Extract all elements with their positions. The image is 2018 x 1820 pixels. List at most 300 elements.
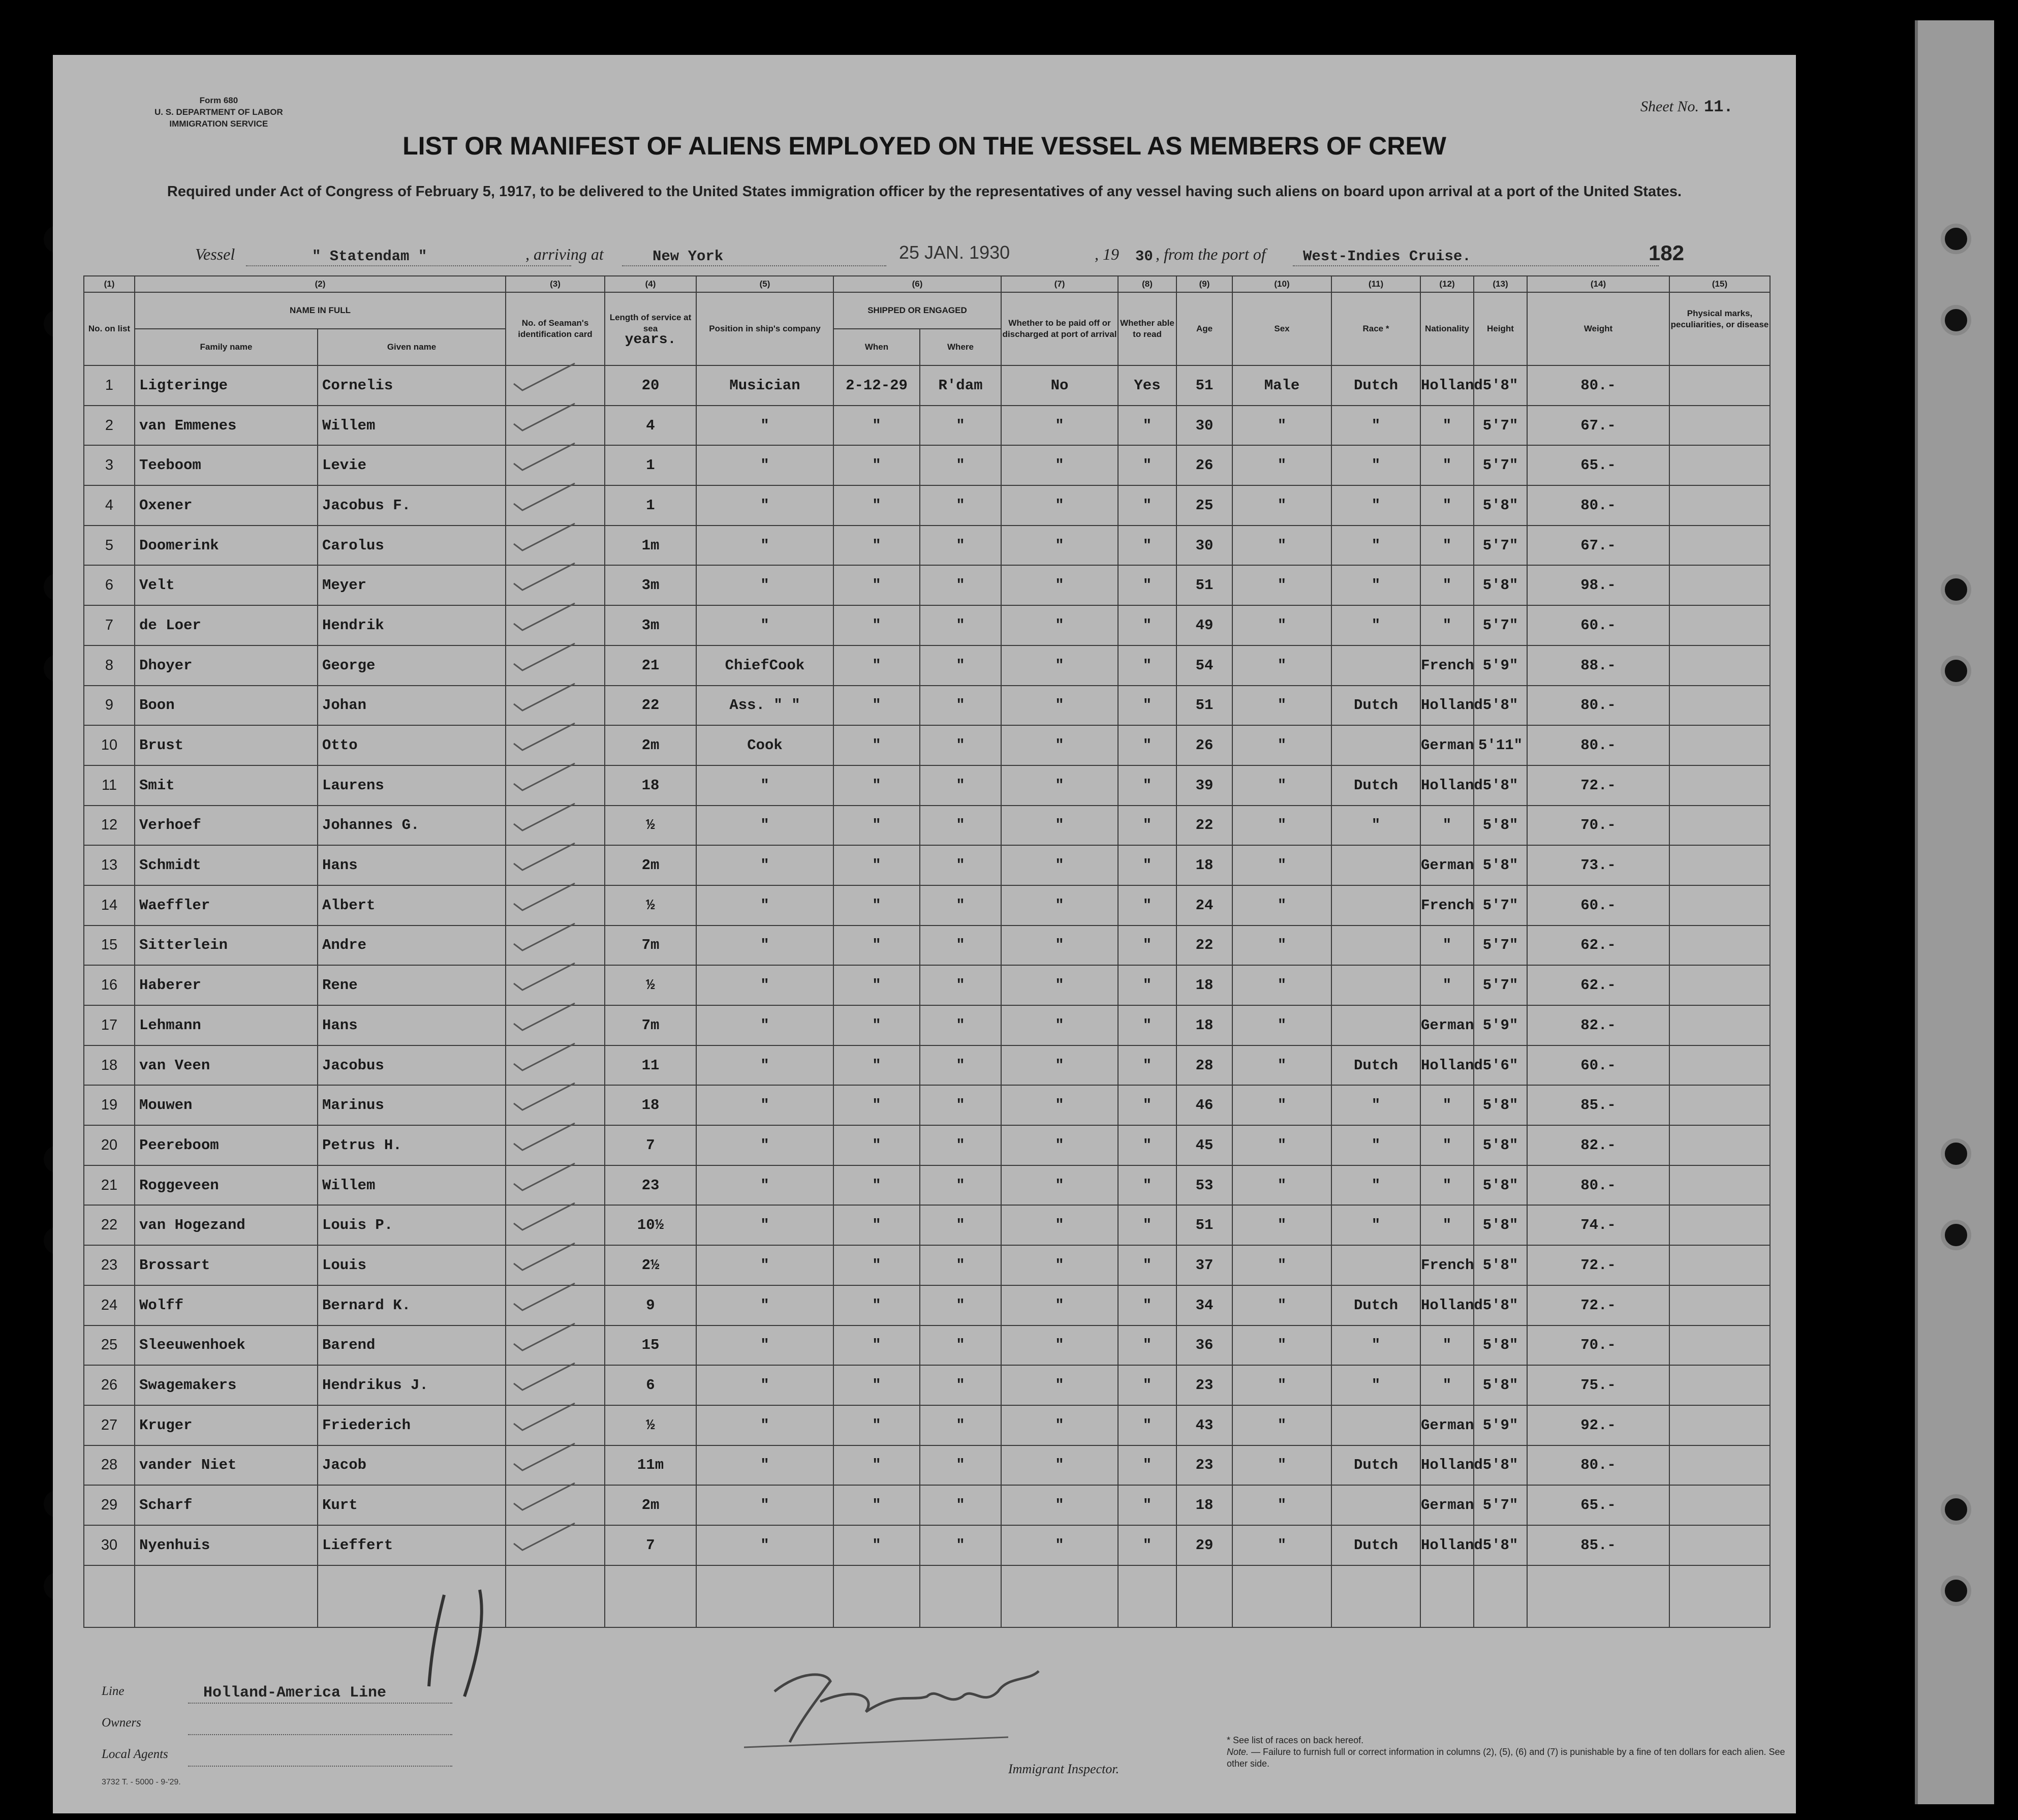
nationality: " bbox=[1420, 485, 1474, 526]
vessel-label: Vessel bbox=[195, 245, 235, 263]
position: " bbox=[696, 1245, 833, 1285]
blank-cell bbox=[506, 1565, 605, 1627]
shipped-where: " bbox=[920, 1485, 1001, 1525]
check-mark-icon bbox=[511, 441, 577, 471]
race bbox=[1331, 965, 1420, 1005]
table-row bbox=[84, 1525, 1770, 1565]
family-name: van Emmenes bbox=[135, 406, 318, 446]
header-position: Position in ship's company bbox=[696, 292, 833, 365]
sex: " bbox=[1232, 645, 1331, 686]
race: Dutch bbox=[1331, 686, 1420, 726]
physical-marks bbox=[1669, 406, 1770, 446]
check-mark-icon bbox=[511, 881, 577, 911]
page-number: 182 bbox=[1649, 241, 1685, 265]
seaman-id-card bbox=[506, 565, 605, 605]
nationality: " bbox=[1420, 406, 1474, 446]
family-name: Oxener bbox=[135, 485, 318, 526]
binder-hole bbox=[1941, 574, 1971, 605]
physical-marks bbox=[1669, 926, 1770, 966]
blank-cell bbox=[1001, 1565, 1118, 1627]
paid-off: " bbox=[1001, 1045, 1118, 1086]
row-number: 15 bbox=[84, 926, 135, 966]
shipped-when: " bbox=[833, 926, 920, 966]
weight: 67.- bbox=[1527, 526, 1669, 566]
table-row bbox=[84, 1005, 1770, 1045]
check-mark-icon bbox=[511, 1361, 577, 1391]
nationality: " bbox=[1420, 565, 1474, 605]
paid-off: " bbox=[1001, 845, 1118, 885]
given-name: Meyer bbox=[318, 565, 506, 605]
shipped-where: " bbox=[920, 926, 1001, 966]
shipped-when: 2-12-29 bbox=[833, 365, 920, 406]
table-row bbox=[84, 1405, 1770, 1445]
paid-off: " bbox=[1001, 1165, 1118, 1206]
sex: " bbox=[1232, 1285, 1331, 1325]
physical-marks bbox=[1669, 1125, 1770, 1165]
shipped-where: " bbox=[920, 485, 1001, 526]
shipped-when: " bbox=[833, 1325, 920, 1366]
physical-marks bbox=[1669, 1525, 1770, 1565]
race bbox=[1331, 1485, 1420, 1525]
agents-underline bbox=[188, 1766, 452, 1767]
check-mark-icon bbox=[511, 601, 577, 631]
blank-cell bbox=[135, 1565, 318, 1627]
nationality: German bbox=[1420, 845, 1474, 885]
age: 23 bbox=[1176, 1365, 1232, 1405]
position: " bbox=[696, 885, 833, 926]
nationality: German bbox=[1420, 1485, 1474, 1525]
col-num: (10) bbox=[1232, 276, 1331, 292]
position: " bbox=[696, 1005, 833, 1045]
position: " bbox=[696, 765, 833, 806]
table-row bbox=[84, 526, 1770, 566]
weight: 70.- bbox=[1527, 806, 1669, 846]
shipped-when: " bbox=[833, 1245, 920, 1285]
row-number: 19 bbox=[84, 1085, 135, 1125]
table-row bbox=[84, 1285, 1770, 1325]
table-row bbox=[84, 1165, 1770, 1206]
length-unit: years. bbox=[625, 332, 676, 348]
position: " bbox=[696, 926, 833, 966]
height: 5'8" bbox=[1474, 1165, 1527, 1206]
paid-off: " bbox=[1001, 725, 1118, 765]
shipped-when: " bbox=[833, 965, 920, 1005]
shipped-where: " bbox=[920, 845, 1001, 885]
age: 18 bbox=[1176, 1005, 1232, 1045]
age: 45 bbox=[1176, 1125, 1232, 1165]
length-of-service: 18 bbox=[605, 1085, 696, 1125]
sex: " bbox=[1232, 1485, 1331, 1525]
weight: 60.- bbox=[1527, 1045, 1669, 1086]
shipped-when: " bbox=[833, 1045, 920, 1086]
able-to-read: Yes bbox=[1118, 365, 1176, 406]
blank-cell bbox=[1118, 1565, 1176, 1627]
paid-off: " bbox=[1001, 1005, 1118, 1045]
owners-underline bbox=[188, 1734, 452, 1735]
able-to-read: " bbox=[1118, 526, 1176, 566]
physical-marks bbox=[1669, 565, 1770, 605]
row-number: 26 bbox=[84, 1365, 135, 1405]
age: 28 bbox=[1176, 1045, 1232, 1086]
shipped-when: " bbox=[833, 645, 920, 686]
header-paid-off: Whether to be paid off or discharged at port of arrival bbox=[1001, 292, 1118, 365]
shipped-where: " bbox=[920, 1125, 1001, 1165]
name-header-row bbox=[84, 292, 1770, 329]
shipped-where: " bbox=[920, 565, 1001, 605]
shipped-when: " bbox=[833, 406, 920, 446]
age: 22 bbox=[1176, 806, 1232, 846]
blank-cell bbox=[605, 1565, 696, 1627]
check-mark-icon bbox=[511, 641, 577, 671]
shipped-when: " bbox=[833, 1285, 920, 1325]
row-number: 28 bbox=[84, 1445, 135, 1486]
check-mark-icon bbox=[511, 921, 577, 951]
position: " bbox=[696, 845, 833, 885]
header-physical-marks: Physical marks, peculiarities, or disease bbox=[1669, 292, 1770, 365]
table-row bbox=[84, 1085, 1770, 1125]
sex: " bbox=[1232, 965, 1331, 1005]
physical-marks bbox=[1669, 965, 1770, 1005]
check-mark-icon bbox=[511, 1001, 577, 1031]
paid-off: " bbox=[1001, 885, 1118, 926]
weight: 80.- bbox=[1527, 725, 1669, 765]
race: " bbox=[1331, 1365, 1420, 1405]
given-name: Cornelis bbox=[318, 365, 506, 406]
row-number: 30 bbox=[84, 1525, 135, 1565]
age: 18 bbox=[1176, 845, 1232, 885]
shipped-where: " bbox=[920, 605, 1001, 645]
nationality: Holland bbox=[1420, 1045, 1474, 1086]
race: Dutch bbox=[1331, 365, 1420, 406]
able-to-read: " bbox=[1118, 605, 1176, 645]
arriving-label: , arriving at bbox=[525, 245, 604, 263]
table-row bbox=[84, 365, 1770, 406]
shipped-where: " bbox=[920, 1165, 1001, 1206]
manifest-sheet bbox=[53, 55, 1796, 1813]
physical-marks bbox=[1669, 445, 1770, 485]
table-row bbox=[84, 406, 1770, 446]
able-to-read: " bbox=[1118, 1445, 1176, 1486]
check-mark-icon bbox=[511, 681, 577, 712]
seaman-id-card bbox=[506, 526, 605, 566]
physical-marks bbox=[1669, 1485, 1770, 1525]
table-row bbox=[84, 645, 1770, 686]
height: 5'8" bbox=[1474, 845, 1527, 885]
header-name-in-full: NAME IN FULL bbox=[135, 292, 506, 329]
length-of-service: 3m bbox=[605, 565, 696, 605]
length-of-service: 2m bbox=[605, 725, 696, 765]
height: 5'8" bbox=[1474, 686, 1527, 726]
seaman-id-card bbox=[506, 926, 605, 966]
family-name: Ligteringe bbox=[135, 365, 318, 406]
able-to-read: " bbox=[1118, 565, 1176, 605]
agents-field bbox=[102, 1747, 610, 1779]
seaman-id-card bbox=[506, 725, 605, 765]
length-of-service: ½ bbox=[605, 965, 696, 1005]
height: 5'7" bbox=[1474, 885, 1527, 926]
binder-hole bbox=[1941, 1494, 1971, 1525]
seaman-id-card bbox=[506, 1005, 605, 1045]
height: 5'8" bbox=[1474, 1125, 1527, 1165]
binder-strip bbox=[1915, 20, 1994, 1804]
length-of-service: 1 bbox=[605, 445, 696, 485]
check-mark-icon bbox=[511, 481, 577, 511]
weight: 67.- bbox=[1527, 406, 1669, 446]
col-num: (3) bbox=[506, 276, 605, 292]
position: " bbox=[696, 565, 833, 605]
penalty-note bbox=[1227, 1746, 1786, 1770]
physical-marks bbox=[1669, 806, 1770, 846]
seaman-id-card bbox=[506, 1485, 605, 1525]
given-name: Albert bbox=[318, 885, 506, 926]
header-sex: Sex bbox=[1232, 292, 1331, 365]
given-name: Hendrikus J. bbox=[318, 1365, 506, 1405]
able-to-read: " bbox=[1118, 1285, 1176, 1325]
sex: " bbox=[1232, 1165, 1331, 1206]
binder-hole bbox=[1941, 656, 1971, 686]
age: 51 bbox=[1176, 365, 1232, 406]
nationality: " bbox=[1420, 605, 1474, 645]
col-num: (1) bbox=[84, 276, 135, 292]
family-name: Waeffler bbox=[135, 885, 318, 926]
able-to-read: " bbox=[1118, 1485, 1176, 1525]
nationality: Holland bbox=[1420, 365, 1474, 406]
paid-off: " bbox=[1001, 1525, 1118, 1565]
sex: " bbox=[1232, 1005, 1331, 1045]
weight: 74.- bbox=[1527, 1205, 1669, 1245]
shipped-when: " bbox=[833, 1165, 920, 1206]
length-of-service: 4 bbox=[605, 406, 696, 446]
position: " bbox=[696, 605, 833, 645]
given-name: Jacob bbox=[318, 1445, 506, 1486]
nationality: Holland bbox=[1420, 686, 1474, 726]
sex: " bbox=[1232, 526, 1331, 566]
shipped-when: " bbox=[833, 605, 920, 645]
blank-cell bbox=[84, 1565, 135, 1627]
sheet-number-value: 11. bbox=[1703, 98, 1733, 116]
vessel-name: " Statendam " bbox=[312, 248, 427, 265]
height: 5'9" bbox=[1474, 1405, 1527, 1445]
check-mark-icon bbox=[511, 1200, 577, 1231]
physical-marks bbox=[1669, 645, 1770, 686]
nationality: " bbox=[1420, 445, 1474, 485]
binder-hole bbox=[1941, 224, 1971, 254]
header-nationality: Nationality bbox=[1420, 292, 1474, 365]
height: 5'8" bbox=[1474, 1285, 1527, 1325]
check-mark-icon bbox=[511, 1081, 577, 1111]
position: " bbox=[696, 1445, 833, 1486]
race: Dutch bbox=[1331, 765, 1420, 806]
header-able-to-read: Whether able to read bbox=[1118, 292, 1176, 365]
shipped-when: " bbox=[833, 1405, 920, 1445]
arriving-underline bbox=[622, 265, 886, 266]
paid-off: " bbox=[1001, 445, 1118, 485]
length-of-service: ½ bbox=[605, 1405, 696, 1445]
shipped-when: " bbox=[833, 1485, 920, 1525]
seaman-id-card bbox=[506, 365, 605, 406]
shipped-when: " bbox=[833, 1205, 920, 1245]
able-to-read: " bbox=[1118, 1165, 1176, 1206]
race: " bbox=[1331, 1325, 1420, 1366]
height: 5'7" bbox=[1474, 406, 1527, 446]
length-of-service: 7m bbox=[605, 1005, 696, 1045]
position: " bbox=[696, 406, 833, 446]
given-name: Louis P. bbox=[318, 1205, 506, 1245]
shipped-where: " bbox=[920, 1325, 1001, 1366]
able-to-read: " bbox=[1118, 1525, 1176, 1565]
given-name: Laurens bbox=[318, 765, 506, 806]
shipped-where: " bbox=[920, 1525, 1001, 1565]
age: 30 bbox=[1176, 526, 1232, 566]
race bbox=[1331, 1405, 1420, 1445]
able-to-read: " bbox=[1118, 485, 1176, 526]
height: 5'8" bbox=[1474, 1205, 1527, 1245]
weight: 62.- bbox=[1527, 926, 1669, 966]
seaman-id-card bbox=[506, 1525, 605, 1565]
paid-off: " bbox=[1001, 686, 1118, 726]
height: 5'8" bbox=[1474, 1365, 1527, 1405]
sex: " bbox=[1232, 926, 1331, 966]
length-of-service: 7 bbox=[605, 1125, 696, 1165]
physical-marks bbox=[1669, 1085, 1770, 1125]
seaman-id-card bbox=[506, 765, 605, 806]
weight: 80.- bbox=[1527, 365, 1669, 406]
blank-cell bbox=[833, 1565, 920, 1627]
nationality: " bbox=[1420, 526, 1474, 566]
family-name: Doomerink bbox=[135, 526, 318, 566]
col-num: (6) bbox=[833, 276, 1001, 292]
paid-off: " bbox=[1001, 485, 1118, 526]
given-name: Levie bbox=[318, 445, 506, 485]
given-name: Otto bbox=[318, 725, 506, 765]
row-number: 3 bbox=[84, 445, 135, 485]
inspector-signature bbox=[744, 1641, 1069, 1752]
shipped-where: " bbox=[920, 1445, 1001, 1486]
shipped-when: " bbox=[833, 1005, 920, 1045]
seaman-id-card bbox=[506, 1165, 605, 1206]
weight: 60.- bbox=[1527, 885, 1669, 926]
vessel-underline bbox=[246, 265, 571, 266]
check-mark-icon bbox=[511, 721, 577, 751]
check-mark-icon bbox=[511, 1161, 577, 1191]
check-mark-icon bbox=[511, 841, 577, 871]
row-number: 9 bbox=[84, 686, 135, 726]
able-to-read: " bbox=[1118, 1365, 1176, 1405]
weight: 85.- bbox=[1527, 1085, 1669, 1125]
nationality: " bbox=[1420, 1365, 1474, 1405]
length-of-service: 23 bbox=[605, 1165, 696, 1206]
shipped-where: " bbox=[920, 1045, 1001, 1086]
position: Ass. " " bbox=[696, 686, 833, 726]
note-text: — Failure to furnish full or correct information in columns (2), (5), (6) and (7) is punishable by a fine of ten dollars for each alien. See other side. bbox=[1227, 1747, 1785, 1769]
shipped-when: " bbox=[833, 686, 920, 726]
weight: 85.- bbox=[1527, 1525, 1669, 1565]
table-row bbox=[84, 926, 1770, 966]
given-name: Hans bbox=[318, 845, 506, 885]
sex: " bbox=[1232, 1445, 1331, 1486]
race: " bbox=[1331, 605, 1420, 645]
row-number: 16 bbox=[84, 965, 135, 1005]
col-num: (7) bbox=[1001, 276, 1118, 292]
shipped-where: " bbox=[920, 1365, 1001, 1405]
sex: " bbox=[1232, 1205, 1331, 1245]
seaman-id-card bbox=[506, 1125, 605, 1165]
blank-cell bbox=[1331, 1565, 1420, 1627]
race: Dutch bbox=[1331, 1525, 1420, 1565]
sex: " bbox=[1232, 1085, 1331, 1125]
sex: " bbox=[1232, 1245, 1331, 1285]
check-mark-icon bbox=[511, 801, 577, 831]
shipped-where: " bbox=[920, 645, 1001, 686]
seaman-id-card bbox=[506, 1285, 605, 1325]
race: Dutch bbox=[1331, 1285, 1420, 1325]
given-name: Louis bbox=[318, 1245, 506, 1285]
able-to-read: " bbox=[1118, 1405, 1176, 1445]
family-name: Kruger bbox=[135, 1405, 318, 1445]
able-to-read: " bbox=[1118, 965, 1176, 1005]
shipped-where: " bbox=[920, 1245, 1001, 1285]
table-row bbox=[84, 1205, 1770, 1245]
shipped-where: " bbox=[920, 1285, 1001, 1325]
shipped-where: R'dam bbox=[920, 365, 1001, 406]
height: 5'7" bbox=[1474, 1485, 1527, 1525]
weight: 92.- bbox=[1527, 1405, 1669, 1445]
seaman-id-card bbox=[506, 645, 605, 686]
family-name: Scharf bbox=[135, 1485, 318, 1525]
row-number: 4 bbox=[84, 485, 135, 526]
shipped-when: " bbox=[833, 526, 920, 566]
given-name: Kurt bbox=[318, 1485, 506, 1525]
service-name: IMMIGRATION SERVICE bbox=[169, 119, 268, 129]
shipped-when: " bbox=[833, 1525, 920, 1565]
position: " bbox=[696, 1365, 833, 1405]
seaman-id-card bbox=[506, 406, 605, 446]
sex: " bbox=[1232, 806, 1331, 846]
seaman-id-card bbox=[506, 1045, 605, 1086]
col-num: (15) bbox=[1669, 276, 1770, 292]
age: 22 bbox=[1176, 926, 1232, 966]
height: 5'8" bbox=[1474, 565, 1527, 605]
arriving-port: New York bbox=[653, 248, 724, 265]
sex: " bbox=[1232, 406, 1331, 446]
length-of-service: 3m bbox=[605, 605, 696, 645]
length-of-service: 15 bbox=[605, 1325, 696, 1366]
line-value: Holland-America Line bbox=[203, 1684, 387, 1702]
given-name: Jacobus bbox=[318, 1045, 506, 1086]
binder-hole bbox=[1941, 305, 1971, 335]
age: 51 bbox=[1176, 1205, 1232, 1245]
able-to-read: " bbox=[1118, 1085, 1176, 1125]
given-name: Hendrik bbox=[318, 605, 506, 645]
weight: 98.- bbox=[1527, 565, 1669, 605]
row-number: 20 bbox=[84, 1125, 135, 1165]
family-name: Swagemakers bbox=[135, 1365, 318, 1405]
row-number: 6 bbox=[84, 565, 135, 605]
given-name: Johannes G. bbox=[318, 806, 506, 846]
length-of-service: 1 bbox=[605, 485, 696, 526]
row-number: 24 bbox=[84, 1285, 135, 1325]
age: 26 bbox=[1176, 725, 1232, 765]
check-mark-icon bbox=[511, 1401, 577, 1431]
nationality: German bbox=[1420, 1005, 1474, 1045]
position: " bbox=[696, 1405, 833, 1445]
nationality: Holland bbox=[1420, 1525, 1474, 1565]
seaman-id-card bbox=[506, 1365, 605, 1405]
table-row bbox=[84, 1365, 1770, 1405]
weight: 70.- bbox=[1527, 1325, 1669, 1366]
physical-marks bbox=[1669, 845, 1770, 885]
given-name: Marinus bbox=[318, 1085, 506, 1125]
